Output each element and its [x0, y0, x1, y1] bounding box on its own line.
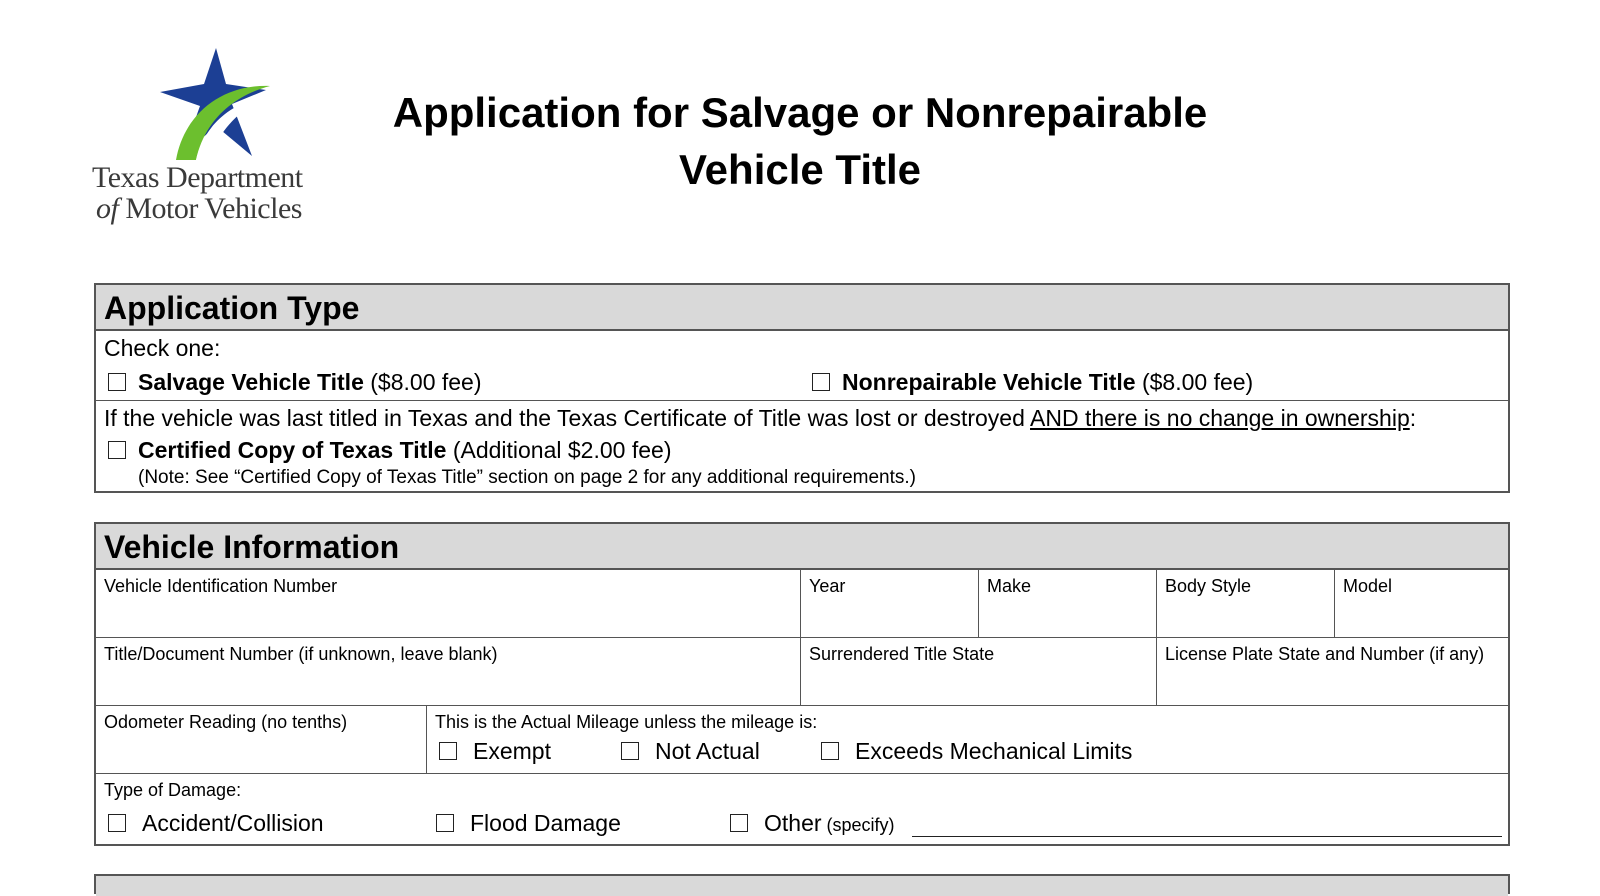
logo-line-2-prefix: of — [96, 192, 119, 225]
flood-checkbox[interactable] — [436, 814, 454, 832]
certified-fee: (Additional $2.00 fee) — [446, 437, 672, 463]
form-title — [370, 84, 1230, 198]
other-damage-specify-field[interactable] — [912, 836, 1502, 837]
star-logo-icon — [92, 44, 352, 164]
other-damage-label: Other — [764, 810, 822, 836]
vin-row — [96, 570, 1508, 638]
check-one-label: Check one: — [104, 335, 221, 361]
application-type-heading: Application Type — [96, 285, 1508, 331]
exempt-checkbox[interactable] — [439, 742, 457, 760]
nonrepairable-fee: ($8.00 fee) — [1135, 369, 1254, 395]
damage-type-row — [96, 774, 1508, 842]
lost-title-colon: : — [1409, 405, 1417, 431]
license-plate-label: License Plate State and Number (if any) — [1165, 644, 1485, 664]
surrendered-state-label: Surrendered Title State — [809, 644, 995, 664]
body-style-field[interactable] — [1156, 570, 1334, 637]
next-section-header — [94, 874, 1510, 894]
vin-label: Vehicle Identification Number — [104, 576, 338, 596]
salvage-checkbox[interactable] — [108, 373, 126, 391]
make-label: Make — [987, 576, 1032, 596]
form-title-line-2: Vehicle Title — [678, 146, 921, 193]
model-label: Model — [1343, 576, 1393, 596]
nonrepairable-option — [842, 369, 1253, 396]
year-field[interactable] — [800, 570, 978, 637]
odometer-label: Odometer Reading (no tenths) — [104, 712, 348, 732]
nonrepairable-label: Nonrepairable Vehicle Title — [842, 369, 1136, 395]
other-damage-checkbox[interactable] — [730, 814, 748, 832]
nonrepairable-checkbox[interactable] — [812, 373, 830, 391]
logo-line-2 — [92, 193, 352, 224]
salvage-label: Salvage Vehicle Title — [138, 369, 364, 395]
lost-title-text — [104, 405, 1416, 432]
exceeds-limits-label: Exceeds Mechanical Limits — [855, 738, 1133, 764]
surrendered-state-field[interactable] — [800, 638, 1156, 705]
license-plate-field[interactable] — [1156, 638, 1510, 705]
specify-label: (specify) — [821, 815, 895, 835]
body-style-label: Body Style — [1165, 576, 1252, 596]
vehicle-information-heading: Vehicle Information — [96, 524, 1508, 570]
make-field[interactable] — [978, 570, 1156, 637]
accident-checkbox[interactable] — [108, 814, 126, 832]
model-field[interactable] — [1334, 570, 1510, 637]
not-actual-checkbox[interactable] — [621, 742, 639, 760]
certified-label: Certified Copy of Texas Title — [138, 437, 447, 463]
mileage-status-field — [426, 706, 1510, 773]
not-actual-label: Not Actual — [655, 738, 760, 764]
logo-line-2-rest: Motor Vehicles — [118, 192, 302, 225]
next-section-heading-band — [96, 876, 1508, 896]
logo-wordmark — [92, 162, 352, 224]
salvage-option — [138, 369, 482, 396]
exempt-label: Exempt — [473, 738, 551, 764]
odometer-row — [96, 706, 1508, 774]
accident-label: Accident/Collision — [142, 810, 324, 836]
title-document-label: Title/Document Number (if unknown, leave blank) — [104, 644, 498, 664]
application-type-section — [94, 283, 1510, 493]
salvage-fee: ($8.00 fee) — [363, 369, 482, 395]
application-type-row — [96, 331, 1508, 401]
certified-note: (Note: See “Certified Copy of Texas Title” section on page 2 for any additional requirements.) — [138, 467, 916, 488]
vehicle-information-section — [94, 522, 1510, 846]
mileage-prompt: This is the Actual Mileage unless the mileage is: — [435, 712, 818, 732]
year-label: Year — [809, 576, 846, 596]
damage-type-label: Type of Damage: — [104, 780, 242, 800]
certified-copy-option — [138, 437, 671, 464]
lost-title-lead: If the vehicle was last titled in Texas and the Texas Certificate of Title was lost or destroyed — [104, 405, 1031, 431]
certified-copy-checkbox[interactable] — [108, 441, 126, 459]
txdmv-logo — [92, 44, 352, 234]
title-document-row — [96, 638, 1508, 706]
flood-label: Flood Damage — [470, 810, 621, 836]
other-damage-option — [764, 810, 895, 837]
no-change-ownership: AND there is no change in ownership — [1030, 405, 1410, 431]
form-title-line-1: Application for Salvage or Nonrepairable — [392, 89, 1208, 136]
exceeds-limits-checkbox[interactable] — [821, 742, 839, 760]
certified-copy-row — [96, 401, 1508, 491]
logo-line-1: Texas Department — [92, 161, 303, 194]
